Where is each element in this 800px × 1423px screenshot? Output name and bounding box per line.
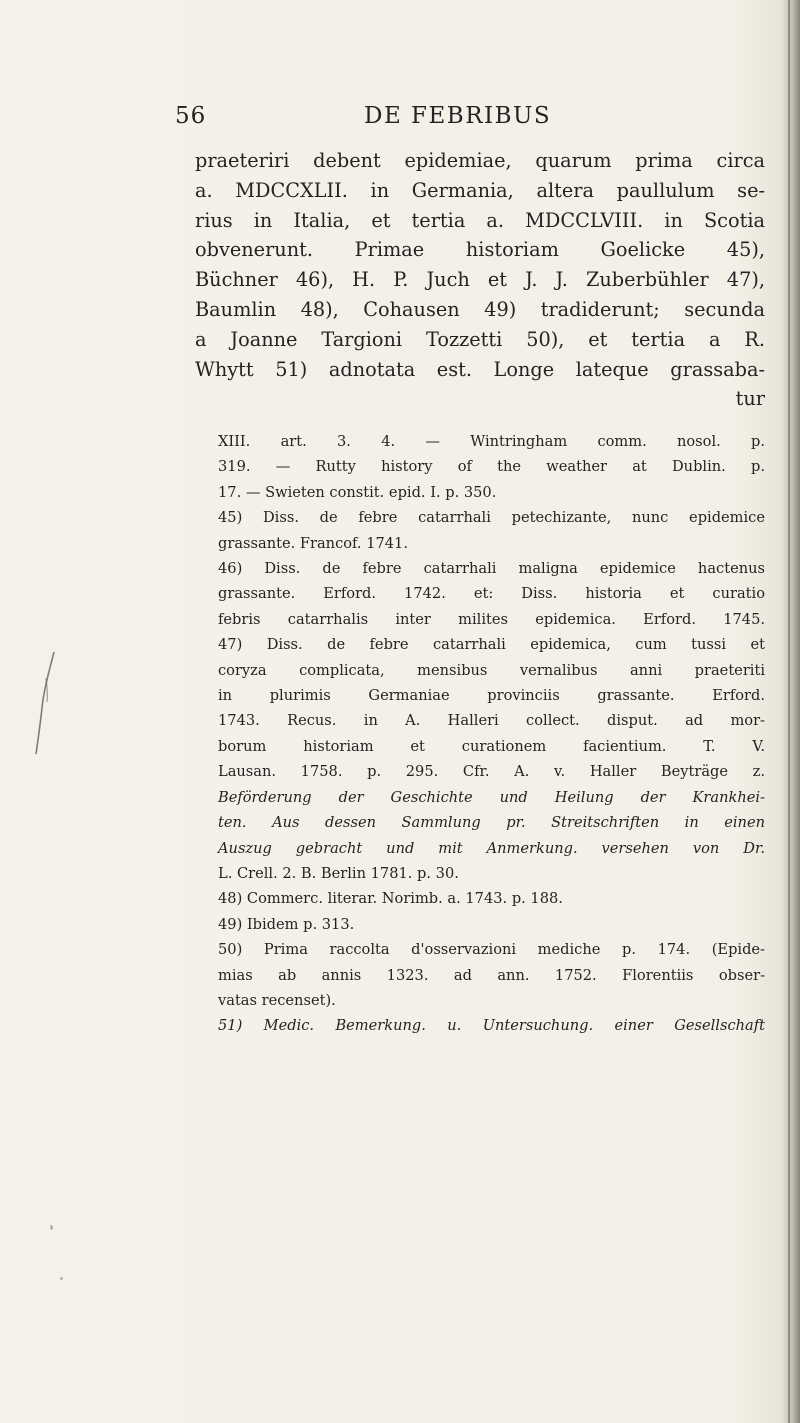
footnote-line: vatas recenset).: [218, 991, 336, 1009]
footnote-line: 49) Ibidem p. 313.: [218, 915, 355, 933]
footnote-line: XIII. art. 3. 4. — Wintringham comm. nosol. p.: [218, 433, 765, 450]
body-paragraph: [195, 146, 765, 414]
footnote-line: 47) Diss. de febre catarrhali epidemica, cum tussi et: [218, 636, 765, 654]
running-title: DE FEBRIBUS: [364, 103, 552, 129]
footnote-line: 50) Prima raccolta d'osservazioni mediche p. 174. (Epide-: [218, 941, 765, 959]
footnote-line: 46) Diss. de febre catarrhali maligna epidemice hactenus: [218, 560, 765, 578]
pencil-bracket-mark: [30, 648, 70, 758]
footnote-line: L. Crell. 2. B. Berlin 1781. p. 30.: [218, 864, 459, 882]
footnote-line: ten. Aus dessen Sammlung pr. Streitschriften in einen: [218, 814, 765, 832]
page-edge-line: [788, 0, 790, 1423]
paper-speck: [50, 1225, 53, 1230]
body-line: rius in Italia, et tertia a. MDCCLVIII. in Scotia: [195, 208, 765, 232]
paper-speck: [60, 1277, 63, 1280]
page-edge-shadow: [782, 0, 800, 1423]
body-line: Whytt 51) adnotata est. Longe lateque grassaba-: [195, 357, 765, 381]
footnote-line: Beförderung der Geschichte und Heilung der Krankhei-: [218, 788, 765, 806]
footnote-line: 45) Diss. de febre catarrhali petechizante, nunc epidemice: [218, 509, 765, 527]
footnote-line: Lausan. 1758. p. 295. Cfr. A. v. Haller Beyträge z.: [218, 763, 765, 781]
footnote-line: 1743. Recus. in A. Halleri collect. disput. ad mor-: [218, 712, 765, 730]
footnotes: [195, 429, 765, 1039]
catchword: tur: [735, 387, 765, 411]
footnote-line: coryza complicata, mensibus vernalibus anni praeteriti: [218, 661, 765, 679]
footnote-line: 17. — Swieten constit. epid. I. p. 350.: [218, 483, 497, 501]
body-line: praeteriri debent epidemiae, quarum prima circa: [195, 149, 765, 172]
footnote-line: 51) Medic. Bemerkung. u. Untersuchung. einer Gesellschaft: [218, 1017, 765, 1035]
body-line: a Joanne Targioni Tozzetti 50), et tertia a R.: [195, 327, 765, 351]
footnote-line: 319. — Rutty history of the weather at Dublin. p.: [218, 458, 765, 476]
page-header: [175, 103, 775, 133]
footnote-line: Auszug gebracht und mit Anmerkung. versehen von Dr.: [218, 839, 765, 857]
footnote-line: mias ab annis 1323. ad ann. 1752. Florentiis obser-: [218, 966, 765, 984]
body-line: Büchner 46), H. P. Juch et J. J. Zuberbühler 47),: [195, 268, 765, 292]
body-line: a. MDCCXLII. in Germania, altera paullulum se-: [195, 178, 765, 202]
footnote-line: 48) Commerc. literar. Norimb. a. 1743. p. 188.: [218, 890, 563, 908]
page-number: 56: [175, 103, 207, 129]
body-line: Baumlin 48), Cohausen 49) tradiderunt; secunda: [195, 297, 765, 321]
footnote-line: febris catarrhalis inter milites epidemica. Erford. 1745.: [218, 610, 765, 628]
footnote-line: grassante. Francof. 1741.: [218, 534, 408, 552]
footnote-line: borum historiam et curationem facientium. T. V.: [218, 737, 765, 755]
footnote-line: grassante. Erford. 1742. et: Diss. historia et curatio: [218, 585, 765, 603]
body-line: obvenerunt. Primae historiam Goelicke 45),: [195, 238, 765, 262]
footnote-line: in plurimis Germaniae provinciis grassante. Erford.: [218, 687, 765, 705]
